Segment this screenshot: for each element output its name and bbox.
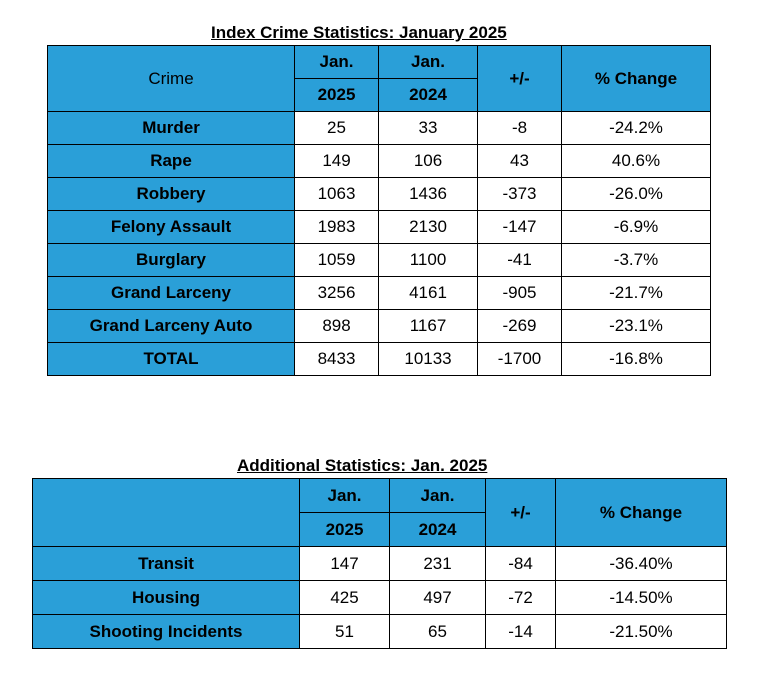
table-row <box>48 211 711 244</box>
cell-pct-change: -36.40% <box>556 547 727 581</box>
cell-pct-change: -16.8% <box>562 343 711 376</box>
additional-stats-title: Additional Statistics: Jan. 2025 <box>237 456 488 475</box>
table-row <box>33 547 727 581</box>
cell-diff: -373 <box>478 178 562 211</box>
table-row <box>48 244 711 277</box>
header-pct-change: % Change <box>562 46 711 112</box>
index-crime-title: Index Crime Statistics: January 2025 <box>211 23 507 42</box>
cell-pct-change: 40.6% <box>562 145 711 178</box>
row-label: Grand Larceny Auto <box>48 310 295 343</box>
row-label: Rape <box>48 145 295 178</box>
additional-stats-table <box>32 478 727 649</box>
header-jan-2024-top: Jan. <box>379 46 478 79</box>
table-row <box>48 145 711 178</box>
header-pct-change: % Change <box>556 479 727 547</box>
cell-pct-change: -21.7% <box>562 277 711 310</box>
row-label: Burglary <box>48 244 295 277</box>
header-diff: +/- <box>486 479 556 547</box>
cell-jan-2024: 1100 <box>379 244 478 277</box>
cell-jan-2024: 2130 <box>379 211 478 244</box>
cell-jan-2025: 8433 <box>295 343 379 376</box>
cell-jan-2025: 1983 <box>295 211 379 244</box>
header-jan-2025-top: Jan. <box>300 479 390 513</box>
cell-jan-2024: 65 <box>390 615 486 649</box>
cell-jan-2024: 106 <box>379 145 478 178</box>
cell-jan-2024: 231 <box>390 547 486 581</box>
cell-pct-change: -3.7% <box>562 244 711 277</box>
cell-pct-change: -23.1% <box>562 310 711 343</box>
row-label: Housing <box>33 581 300 615</box>
table-row <box>48 310 711 343</box>
table-row <box>48 112 711 145</box>
cell-diff: -905 <box>478 277 562 310</box>
cell-diff: -8 <box>478 112 562 145</box>
table-row <box>33 581 727 615</box>
row-label: Grand Larceny <box>48 277 295 310</box>
header-year-2024: 2024 <box>379 79 478 112</box>
cell-jan-2024: 1436 <box>379 178 478 211</box>
cell-diff: -147 <box>478 211 562 244</box>
cell-diff: -72 <box>486 581 556 615</box>
cell-jan-2025: 898 <box>295 310 379 343</box>
cell-jan-2025: 25 <box>295 112 379 145</box>
row-label: Transit <box>33 547 300 581</box>
cell-jan-2025: 1059 <box>295 244 379 277</box>
header-year-2024: 2024 <box>390 513 486 547</box>
cell-diff: -41 <box>478 244 562 277</box>
row-label: Shooting Incidents <box>33 615 300 649</box>
cell-jan-2025: 51 <box>300 615 390 649</box>
table-row <box>48 178 711 211</box>
row-label: TOTAL <box>48 343 295 376</box>
cell-jan-2024: 497 <box>390 581 486 615</box>
cell-pct-change: -21.50% <box>556 615 727 649</box>
cell-jan-2025: 425 <box>300 581 390 615</box>
header-blank <box>33 479 300 547</box>
header-crime: Crime <box>48 46 295 112</box>
cell-jan-2025: 149 <box>295 145 379 178</box>
header-jan-2025-top: Jan. <box>295 46 379 79</box>
cell-jan-2024: 1167 <box>379 310 478 343</box>
cell-pct-change: -6.9% <box>562 211 711 244</box>
cell-jan-2025: 3256 <box>295 277 379 310</box>
row-label: Felony Assault <box>48 211 295 244</box>
table-row <box>48 277 711 310</box>
cell-diff: -84 <box>486 547 556 581</box>
header-year-2025: 2025 <box>300 513 390 547</box>
header-jan-2024-top: Jan. <box>390 479 486 513</box>
cell-diff: -14 <box>486 615 556 649</box>
row-label: Murder <box>48 112 295 145</box>
cell-pct-change: -26.0% <box>562 178 711 211</box>
cell-pct-change: -24.2% <box>562 112 711 145</box>
index-crime-table <box>47 45 711 376</box>
header-diff: +/- <box>478 46 562 112</box>
cell-jan-2024: 33 <box>379 112 478 145</box>
cell-jan-2024: 4161 <box>379 277 478 310</box>
cell-jan-2024: 10133 <box>379 343 478 376</box>
cell-jan-2025: 147 <box>300 547 390 581</box>
row-label: Robbery <box>48 178 295 211</box>
cell-pct-change: -14.50% <box>556 581 727 615</box>
cell-diff: 43 <box>478 145 562 178</box>
table-row <box>33 615 727 649</box>
cell-diff: -269 <box>478 310 562 343</box>
cell-jan-2025: 1063 <box>295 178 379 211</box>
header-year-2025: 2025 <box>295 79 379 112</box>
cell-diff: -1700 <box>478 343 562 376</box>
table-row <box>48 343 711 376</box>
